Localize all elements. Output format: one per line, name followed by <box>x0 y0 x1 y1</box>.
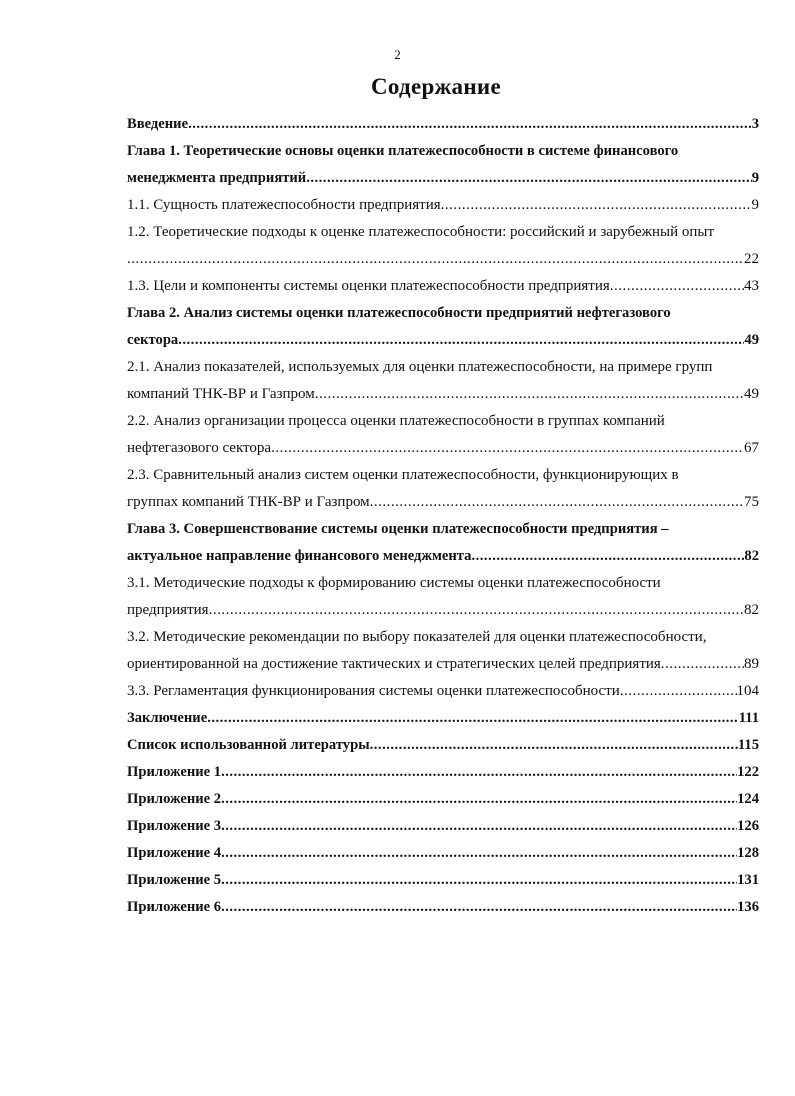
toc-entry-title: Приложение 4 <box>127 845 222 861</box>
toc-entry-title: 3.2. Методические рекомендации по выбору показателей для оценки платежеспособности, <box>127 629 707 645</box>
dot-leader <box>221 759 737 786</box>
toc-entry-title: актуальное направление финансового менеджмента <box>127 548 472 564</box>
dot-leader <box>271 435 744 462</box>
toc-entry-line <box>127 894 759 921</box>
toc-entry-title: компаний ТНК-ВР и Газпром <box>127 386 315 402</box>
toc-entry <box>127 867 759 894</box>
toc-entry-line <box>127 867 759 894</box>
toc-entry-line <box>127 327 759 354</box>
toc-entry-line <box>127 111 759 138</box>
toc-entry <box>127 624 759 678</box>
dot-leader <box>370 732 738 759</box>
toc-entry-title: 2.1. Анализ показателей, используемых для оценки платежеспособности, на примере групп <box>127 359 713 375</box>
page-number: 2 <box>394 47 401 62</box>
toc-entry-line <box>127 840 759 867</box>
toc-page-number: 22 <box>744 251 759 267</box>
dot-leader <box>221 867 737 894</box>
toc-entry-title: Глава 3. Совершенствование системы оценки платежеспособности предприятия – <box>127 521 669 537</box>
dot-leader <box>221 894 737 921</box>
toc-entry-line <box>127 759 759 786</box>
toc-entry-title: предприятия <box>127 602 209 618</box>
dot-leader <box>188 111 752 138</box>
toc-entry <box>127 273 759 300</box>
toc-entry-line <box>127 138 759 165</box>
toc-entry-line <box>127 786 759 813</box>
toc-entry-title: нефтегазового сектора <box>127 440 272 456</box>
toc-entry-line <box>127 462 759 489</box>
toc-entry-title: сектора <box>127 332 179 348</box>
toc-entry-title: 2.3. Сравнительный анализ систем оценки платежеспособности, функционирующих в <box>127 467 679 483</box>
toc-entry-title: Приложение 3 <box>127 818 222 834</box>
dot-leader <box>620 678 737 705</box>
toc-entry <box>127 894 759 921</box>
toc-entry-line <box>127 543 759 570</box>
dot-leader <box>178 327 744 354</box>
toc-entry <box>127 111 759 138</box>
toc-entry-line <box>127 678 759 705</box>
toc-entry-line <box>127 813 759 840</box>
toc-entry <box>127 516 759 570</box>
toc-entry-line <box>127 300 759 327</box>
toc-entry-line <box>127 570 759 597</box>
toc-entry <box>127 354 759 408</box>
toc-page-number: 82 <box>744 548 759 564</box>
toc-page-number: 49 <box>744 386 759 402</box>
toc-entry-line <box>127 381 759 408</box>
dot-leader <box>221 786 737 813</box>
toc-entry-line <box>127 624 759 651</box>
toc-entry <box>127 462 759 516</box>
toc-entry-title: Заключение <box>127 710 208 726</box>
toc-page-number: 136 <box>737 899 759 915</box>
toc-entry-title: Приложение 2 <box>127 791 222 807</box>
toc-page-number: 75 <box>744 494 759 510</box>
toc-entry-line <box>127 246 759 273</box>
toc-page-number: 128 <box>737 845 759 861</box>
dot-leader <box>441 192 752 219</box>
toc-page-number: 111 <box>738 710 759 726</box>
toc-page-number: 131 <box>737 872 759 888</box>
toc-page-number: 126 <box>737 818 759 834</box>
toc-entry-title: менеджмента предприятий <box>127 170 307 186</box>
toc-entry <box>127 840 759 867</box>
toc-entry-line <box>127 219 759 246</box>
toc-entry-title: 3.3. Регламентация функционирования системы оценки платежеспособности <box>127 683 620 699</box>
toc-page-number: 124 <box>737 791 759 807</box>
dot-leader <box>661 651 744 678</box>
toc-entry-title: Введение <box>127 116 189 132</box>
dot-leader <box>610 273 744 300</box>
toc-entry <box>127 138 759 192</box>
toc-entry-line <box>127 192 759 219</box>
dot-leader <box>370 489 744 516</box>
toc-entry <box>127 408 759 462</box>
toc-page-number: 9 <box>751 197 759 213</box>
toc-entry-line <box>127 705 759 732</box>
dot-leader <box>207 705 739 732</box>
toc-entry-line <box>127 732 759 759</box>
toc-page-number: 49 <box>744 332 759 348</box>
dot-leader <box>221 813 737 840</box>
toc-page-number: 122 <box>737 764 759 780</box>
toc-entry <box>127 813 759 840</box>
toc-entry-line <box>127 408 759 435</box>
toc-entry-title: группах компаний ТНК-ВР и Газпром <box>127 494 370 510</box>
toc-entry <box>127 786 759 813</box>
toc-entry <box>127 705 759 732</box>
toc-entry-title: Глава 2. Анализ системы оценки платежеспособности предприятий нефтегазового <box>127 305 671 321</box>
dot-leader <box>209 597 744 624</box>
toc-entry-line <box>127 354 759 381</box>
toc-entry-title: 1.2. Теоретические подходы к оценке платежеспособности: российский и зарубежный опыт <box>127 224 715 240</box>
toc-entry-title: Список использованной литературы <box>127 737 370 753</box>
toc-page-number: 43 <box>744 278 759 294</box>
toc-page-number: 67 <box>744 440 759 456</box>
toc-entry-title: 3.1. Методические подходы к формированию системы оценки платежеспособности <box>127 575 661 591</box>
toc-page-number: 89 <box>744 656 759 672</box>
toc-entry <box>127 732 759 759</box>
dot-leader <box>471 543 744 570</box>
dot-leader <box>127 246 744 273</box>
toc-entry-line <box>127 165 759 192</box>
dot-leader <box>306 165 752 192</box>
toc-entry-title: 1.1. Сущность платежеспособности предприятия <box>127 197 441 213</box>
toc-page-number: 115 <box>737 737 759 753</box>
toc-entry-title: ориентированной на достижение тактических и стратегических целей предприятия <box>127 656 661 672</box>
toc-entry-title: 1.3. Цели и компоненты системы оценки платежеспособности предприятия <box>127 278 610 294</box>
toc-entry-line <box>127 489 759 516</box>
toc-entry-title: Приложение 1 <box>127 764 222 780</box>
dot-leader <box>221 840 737 867</box>
toc-entry-line <box>127 516 759 543</box>
toc-entry <box>127 300 759 354</box>
toc-entry-line <box>127 651 759 678</box>
toc-entry-line <box>127 597 759 624</box>
toc-entry <box>127 219 759 273</box>
toc-entry <box>127 759 759 786</box>
toc-entry <box>127 570 759 624</box>
toc-entry-title: Приложение 6 <box>127 899 222 915</box>
toc-page-number: 104 <box>736 683 759 699</box>
toc-page-number: 82 <box>744 602 759 618</box>
toc-entry-title: Глава 1. Теоретические основы оценки платежеспособности в системе финансового <box>127 143 679 159</box>
toc-page-number: 9 <box>751 170 759 186</box>
toc-page-number: 3 <box>751 116 759 132</box>
toc-entry-title: Приложение 5 <box>127 872 222 888</box>
table-of-contents <box>127 111 759 921</box>
dot-leader <box>315 381 744 408</box>
toc-entry-line <box>127 435 759 462</box>
page-title: Содержание <box>371 74 501 99</box>
toc-entry-line <box>127 273 759 300</box>
toc-entry <box>127 192 759 219</box>
toc-entry <box>127 678 759 705</box>
toc-entry-title: 2.2. Анализ организации процесса оценки платежеспособности в группах компаний <box>127 413 665 429</box>
